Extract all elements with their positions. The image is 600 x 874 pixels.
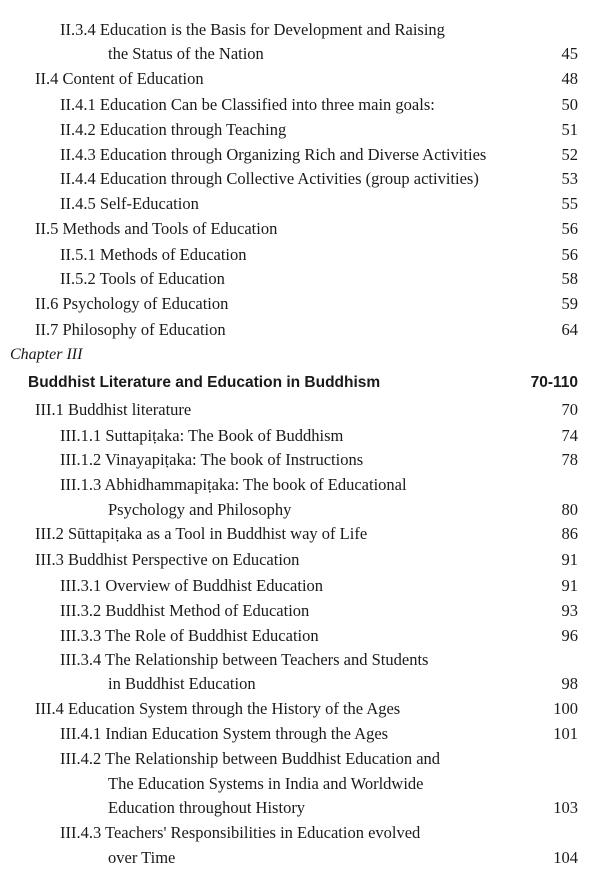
toc-entry-page: 98 (561, 674, 578, 693)
toc-entry-page: 64 (561, 320, 578, 339)
toc-entry-page: 91 (561, 550, 578, 569)
toc-entry-title: II.4.5 Self-Education (60, 194, 199, 213)
toc-entry-page: 45 (561, 44, 578, 63)
toc-entry-page: 51 (561, 120, 578, 139)
toc-entry-title: II.3.4 Education is the Basis for Development and Raising (60, 20, 445, 39)
toc-entry-title: II.5.1 Methods of Education (60, 245, 247, 264)
toc-entry-title: II.4.2 Education through Teaching (60, 120, 287, 139)
chapter-label-text: Chapter III (10, 346, 83, 363)
toc-entry-title: III.2 Sūttapiṭaka as a Tool in Buddhist way of Life (35, 524, 368, 543)
toc-entry-title: III.4.3 Teachers' Responsibilities in Education evolved (60, 823, 421, 842)
toc-entry-title: the Status of the Nation (108, 44, 264, 63)
toc-entry-page: 56 (561, 245, 578, 264)
toc-entry-page: 78 (561, 450, 578, 469)
toc-entry-title: II.4.4 Education through Collective Activities (group activities) (60, 169, 479, 188)
toc-entry-page: 48 (561, 69, 578, 88)
toc-entry-page: 55 (561, 194, 578, 213)
toc-entry-page: 70 (561, 400, 578, 419)
toc-entry-page: 52 (561, 145, 578, 164)
toc-entry-title: II.4 Content of Education (35, 69, 204, 88)
toc-entry-page: 56 (561, 219, 578, 238)
toc-entry-title: III.4 Education System through the History of the Ages (35, 699, 401, 718)
toc-entry-title: III.4.2 The Relationship between Buddhist Education and (60, 749, 441, 768)
toc-entry-page: 80 (561, 500, 578, 519)
chapter-heading-title: Buddhist Literature and Education in Buddhism (28, 374, 381, 391)
toc-entry-title: over Time (108, 848, 176, 867)
toc-entry-title: III.1 Buddhist literature (35, 400, 192, 419)
toc-entry-page: 96 (561, 626, 578, 645)
toc-entry-title: II.5.2 Tools of Education (60, 269, 225, 288)
toc-entry-title: II.7 Philosophy of Education (35, 320, 226, 339)
toc-entry-title: Psychology and Philosophy (108, 500, 292, 519)
chapter-heading-pages: 70-110 (530, 374, 578, 391)
toc-entry-title: III.1.2 Vinayapiṭaka: The book of Instructions (60, 450, 364, 469)
toc-entry-page: 59 (561, 294, 578, 313)
toc-entry-title: III.3.1 Overview of Buddhist Education (60, 576, 324, 595)
toc-entry-page: 93 (561, 601, 578, 620)
toc-entry-page: 58 (561, 269, 578, 288)
toc-entry-page: 103 (553, 798, 578, 817)
toc-entry-title: III.3.4 The Relationship between Teachers and Students (60, 650, 429, 669)
toc-entry-page: 91 (561, 576, 578, 595)
toc-entry-title: II.4.1 Education Can be Classified into three main goals: (60, 95, 435, 114)
toc-entry-title: II.6 Psychology of Education (35, 294, 229, 313)
toc-entry-title: III.1.3 Abhidhammapiṭaka: The book of Educational (60, 475, 407, 494)
toc-entry-title: III.3.2 Buddhist Method of Education (60, 601, 310, 620)
toc-entry-page: 104 (553, 848, 578, 867)
toc-entry-page: 100 (553, 699, 578, 718)
toc-entry-title: III.3 Buddhist Perspective on Education (35, 550, 300, 569)
toc-entry-title: III.4.1 Indian Education System through the Ages (60, 724, 389, 743)
toc-entry-page: 86 (561, 524, 578, 543)
toc-entry-page: 74 (561, 426, 578, 445)
toc-entry-title: III.3.3 The Role of Buddhist Education (60, 626, 319, 645)
toc-entry-title: III.1.1 Suttapiṭaka: The Book of Buddhism (60, 426, 344, 445)
toc-entry-title: II.5 Methods and Tools of Education (35, 219, 278, 238)
toc-entry-title: The Education Systems in India and Worldwide (108, 774, 424, 793)
toc-entry-page: 53 (561, 169, 578, 188)
toc-entry-title: Education throughout History (108, 798, 306, 817)
toc-entry-page: 101 (553, 724, 578, 743)
toc-entry-title: II.4.3 Education through Organizing Rich and Diverse Activities (60, 145, 487, 164)
toc-entry-page: 50 (561, 95, 578, 114)
toc-entry-title: in Buddhist Education (108, 674, 256, 693)
